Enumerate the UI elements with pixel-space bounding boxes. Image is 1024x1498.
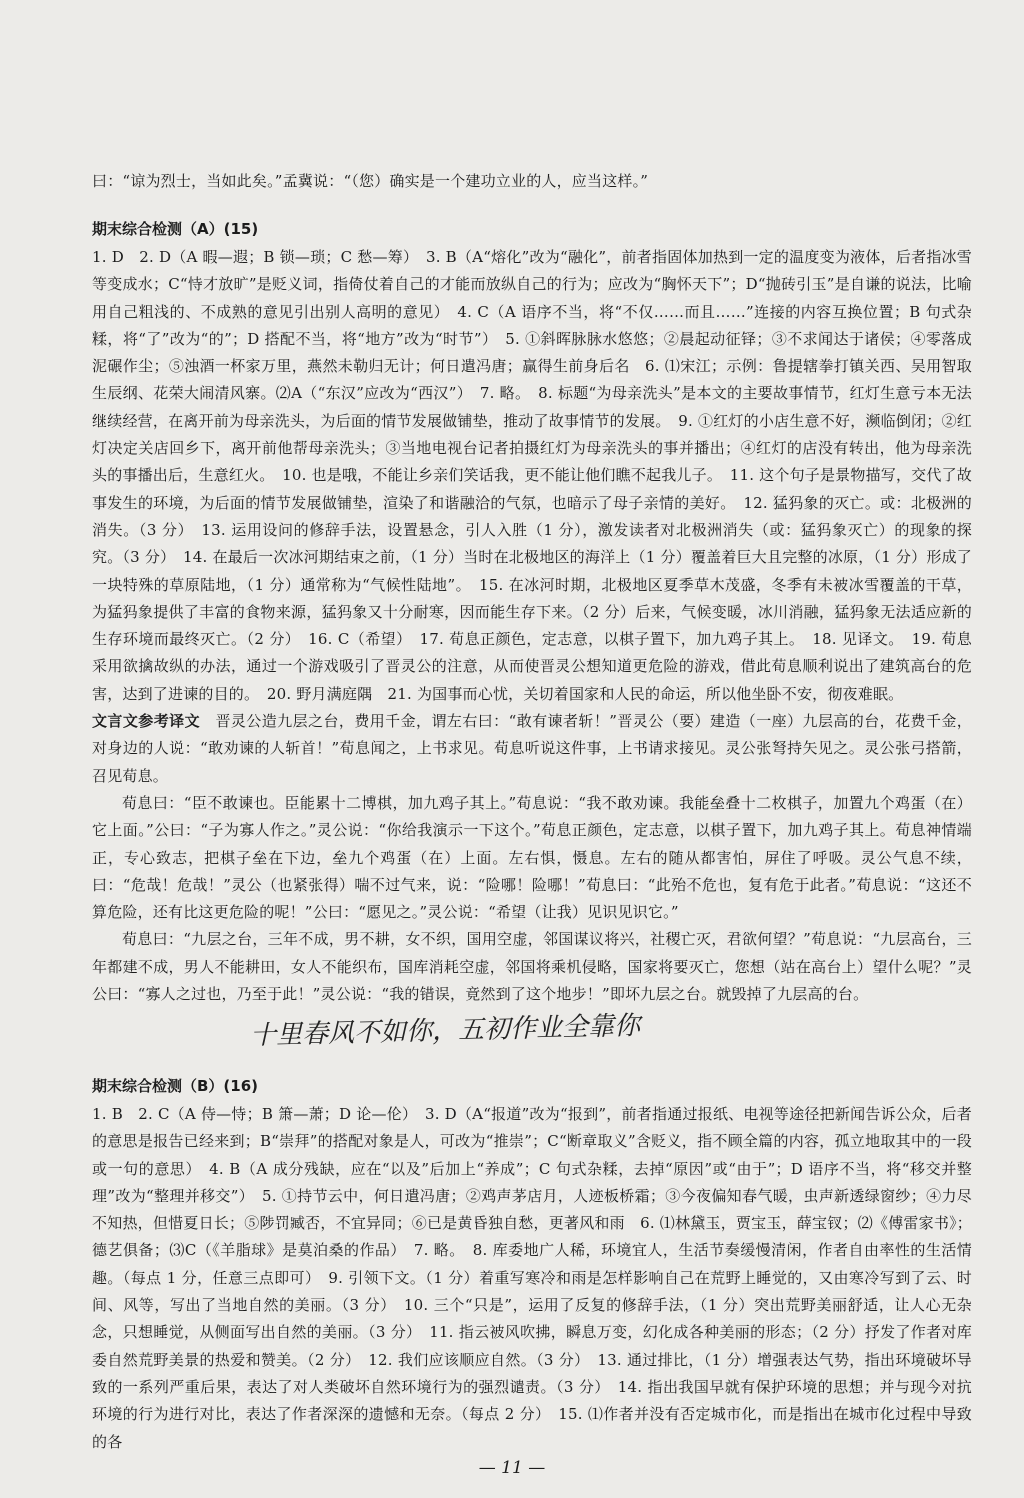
section-b-title: 期末综合检测（B）(16) (92, 1077, 259, 1095)
translation-p1: 晋灵公造九层之台，费用千金，谓左右曰：“敢有谏者斩！”晋灵公（要）建造（一座）九层高的台，花费千金，对身边的人说：“敢劝谏的人斩首！”荀息闻之，上书求见。荀息听说这件事，上书请求接见。灵公张弩持矢见之。灵公张弓搭箭，召见荀息。 (92, 712, 973, 785)
translation-paragraph-1 (92, 708, 972, 790)
translation-p2: 荀息曰：“臣不敢谏也。臣能累十二博棋，加九鸡子其上。”荀息说：“我不敢劝谏。我能垒叠十二枚棋子，加置九个鸡蛋（在）它上面。”公曰：“子为寡人作之。”灵公说：“你给我演示一下这个。”荀息正颜色，定志意，以棋子置下，加九鸡子其上。荀息神情端正，专心致志，把棋子垒在下边，垒九个鸡蛋（在）上面。左右惧，慑息。左右的随从都害怕，屏住了呼吸。灵公气息不续，曰：“危哉！危哉！”灵公（也紧张得）喘不过气来，说：“险哪！险哪！”荀息曰：“此殆不危也，复有危于此者。”荀息说：“这还不算危险，还有比这更危险的呢！”公曰：“愿见之。”灵公说：“希望（让我）见识见识它。” (92, 793, 972, 922)
intro-line: 曰：“谅为烈士，当如此矣。”孟冀说：“（您）确实是一个建功立业的人，应当这样。” (92, 172, 649, 190)
handwritten-note: 十里春风不如你，五初作业全靠你 (249, 1010, 641, 1052)
page-number: — 11 — (478, 1458, 546, 1478)
translation-title: 文言文参考译文 (92, 712, 201, 731)
section-a-answers: 1. D 2. D（A 暇—遐；B 锁—琐；C 愁—筹） 3. B（A“熔化”改为“融化”，前者指固体加热到一定的温度变为液体，后者指冰雪等变成水；C“恃才放旷”是贬义词，指倚仗着自己的才能而放纵自己的行为；应改为“胸怀天下”；D“抛砖引玉”是自谦的说法，比喻用自己粗浅的、不成熟的意见引出别人高明的意见） 4. C（A 语序不当，将“不仅……而且……”连接的内容互换位置；B 句式杂糅，将“了”改为“的”；D 搭配不当，将“地方”改为“时节”） 5. ①斜晖脉脉水悠悠；②晨起动征铎；③不求闻达于诸侯；④零落成泥碾作尘；⑤浊酒一杯家万里，燕然未勒归无计；何日遣冯唐；赢得生前身后名 6. ⑴宋江；示例：鲁提辖拳打镇关西、吴用智取生辰纲、花荣大闹清风寨。⑵A（“东汉”应改为“西汉”） 7. 略。 8. 标题“为母亲洗头”是本文的主要故事情节，红灯生意亏本无法继续经营，在离开前为母亲洗头，为后面的情节发展做铺垫，推动了故事情节的发展。 9. ①红灯的小店生意不好，濒临倒闭；②红灯决定关店回乡下，离开前他帮母亲洗头；③当地电视台记者拍摄红灯为母亲洗头的事并播出；④红灯的店没有转出，他为母亲洗头的事播出后，生意红火。 10. 也是哦，不能让乡亲们笑话我，更不能让他们瞧不起我儿子。 11. 这个句子是景物描写，交代了故事发生的环境，为后面的情节发展做铺垫，渲染了和谐融洽的气氛，也暗示了母子亲情的美好。 12. 猛犸象的灭亡。或：北极洲的消失。（3 分） 13. 运用设问的修辞手法，设置悬念，引人入胜（1 分），激发读者对北极洲消失（或：猛犸象灭亡）的现象的探究。（3 分） 14. 在最后一次冰河期结束之前，（1 分）当时在北极地区的海洋上（1 分）覆盖着巨大且完整的冰原，（1 分）形成了一块特殊的草原陆地，（1 分）通常称为“气候性陆地”。 15. 在冰河时期，北极地区夏季草木茂盛，冬季有未被冰雪覆盖的干草，为猛犸象提供了丰富的食物来源，猛犸象又十分耐寒，因而能生存下来。（2 分）后来，气候变暖，冰川消融，猛犸象无法适应新的生存环境而最终灭亡。（2 分） 16. C（希望） 17. 荀息正颜色，定志意，以棋子置下，加九鸡子其上。 18. 见译文。 19. 荀息采用欲擒故纵的办法，通过一个游戏吸引了晋灵公的注意，从而使晋灵公想知道更危险的游戏，借此荀息顺利说出了建筑高台的危害，达到了进谏的目的。 20. 野月满庭隅 21. 为国事而心忧，关切着国家和人民的命运，所以他坐卧不安，彻夜难眠。 (92, 248, 972, 703)
section-a-title: 期末综合检测（A）(15) (92, 220, 259, 238)
section-b-answers: 1. B 2. C（A 侍—恃；B 箫—萧；D 论—伦） 3. D（A“报道”改为“报到”，前者指通过报纸、电视等途径把新闻告诉公众，后者的意思是报告已经来到；B“崇拜”的搭配对象是人，可改为“推崇”；C“断章取义”含贬义，指不顾全篇的内容，孤立地取其中的一段或一句的意思） 4. B（A 成分残缺，应在“以及”后加上“养成”；C 句式杂糅，去掉“原因”或“由于”；D 语序不当，将“移交并整理”改为“整理并移交”） 5. ①持节云中，何日遣冯唐；②鸡声茅店月，人迹板桥霜；③今夜偏知春气暖，虫声新透绿窗纱；④力尽不知热，但惜夏日长；⑤陟罚臧否，不宜异同；⑥已是黄昏独自愁，更著风和雨 6. ⑴林黛玉，贾宝玉，薛宝钗；⑵《傅雷家书》；德艺俱备；⑶C（《羊脂球》是莫泊桑的作品） 7. 略。 8. 库委地广人稀，环境宜人，生活节奏缓慢清闲，作者自由率性的生活情趣。（每点 1 分，任意三点即可） 9. 引领下文。（1 分）着重写寒冷和雨是怎样影响自己在荒野上睡觉的，又由寒冷写到了云、时间、风等，写出了当地自然的美丽。（3 分） 10. 三个“只是”，运用了反复的修辞手法，（1 分）突出荒野美丽舒适，让人心无杂念，只想睡觉，从侧面写出自然的美丽。（3 分） 11. 指云被风吹拂，瞬息万变，幻化成各种美丽的形态；（2 分）抒发了作者对库委自然荒野美景的热爱和赞美。（2 分） 12. 我们应该顺应自然。（3 分） 13. 通过排比，（1 分）增强表达气势，指出环境破坏导致的一系列严重后果，表达了对人类破坏自然环境行为的强烈谴责。（3 分） 14. 指出我国早就有保护环境的思想；并与现今对抗环境的行为进行对比，表达了作者深深的遗憾和无奈。（每点 2 分） 15. ⑴作者并没有否定城市化，而是指出在城市化过程中导致的各 (92, 1105, 972, 1451)
section-a-body (92, 244, 972, 1008)
translation-p3: 荀息曰：“九层之台，三年不成，男不耕，女不织，国用空虚，邻国谋议将兴，社稷亡灭，君欲何望？”荀息说：“九层高台，三年都建不成，男人不能耕田，女人不能织布，国库消耗空虚，邻国将乘机侵略，国家将要灭亡，您想（站在高台上）望什么呢？”灵公曰：“寡人之过也，乃至于此！”灵公说：“我的错误，竟然到了这个地步！”即坏九层之台。就毁掉了九层高的台。 (92, 930, 972, 1004)
section-b-body (92, 1101, 972, 1456)
